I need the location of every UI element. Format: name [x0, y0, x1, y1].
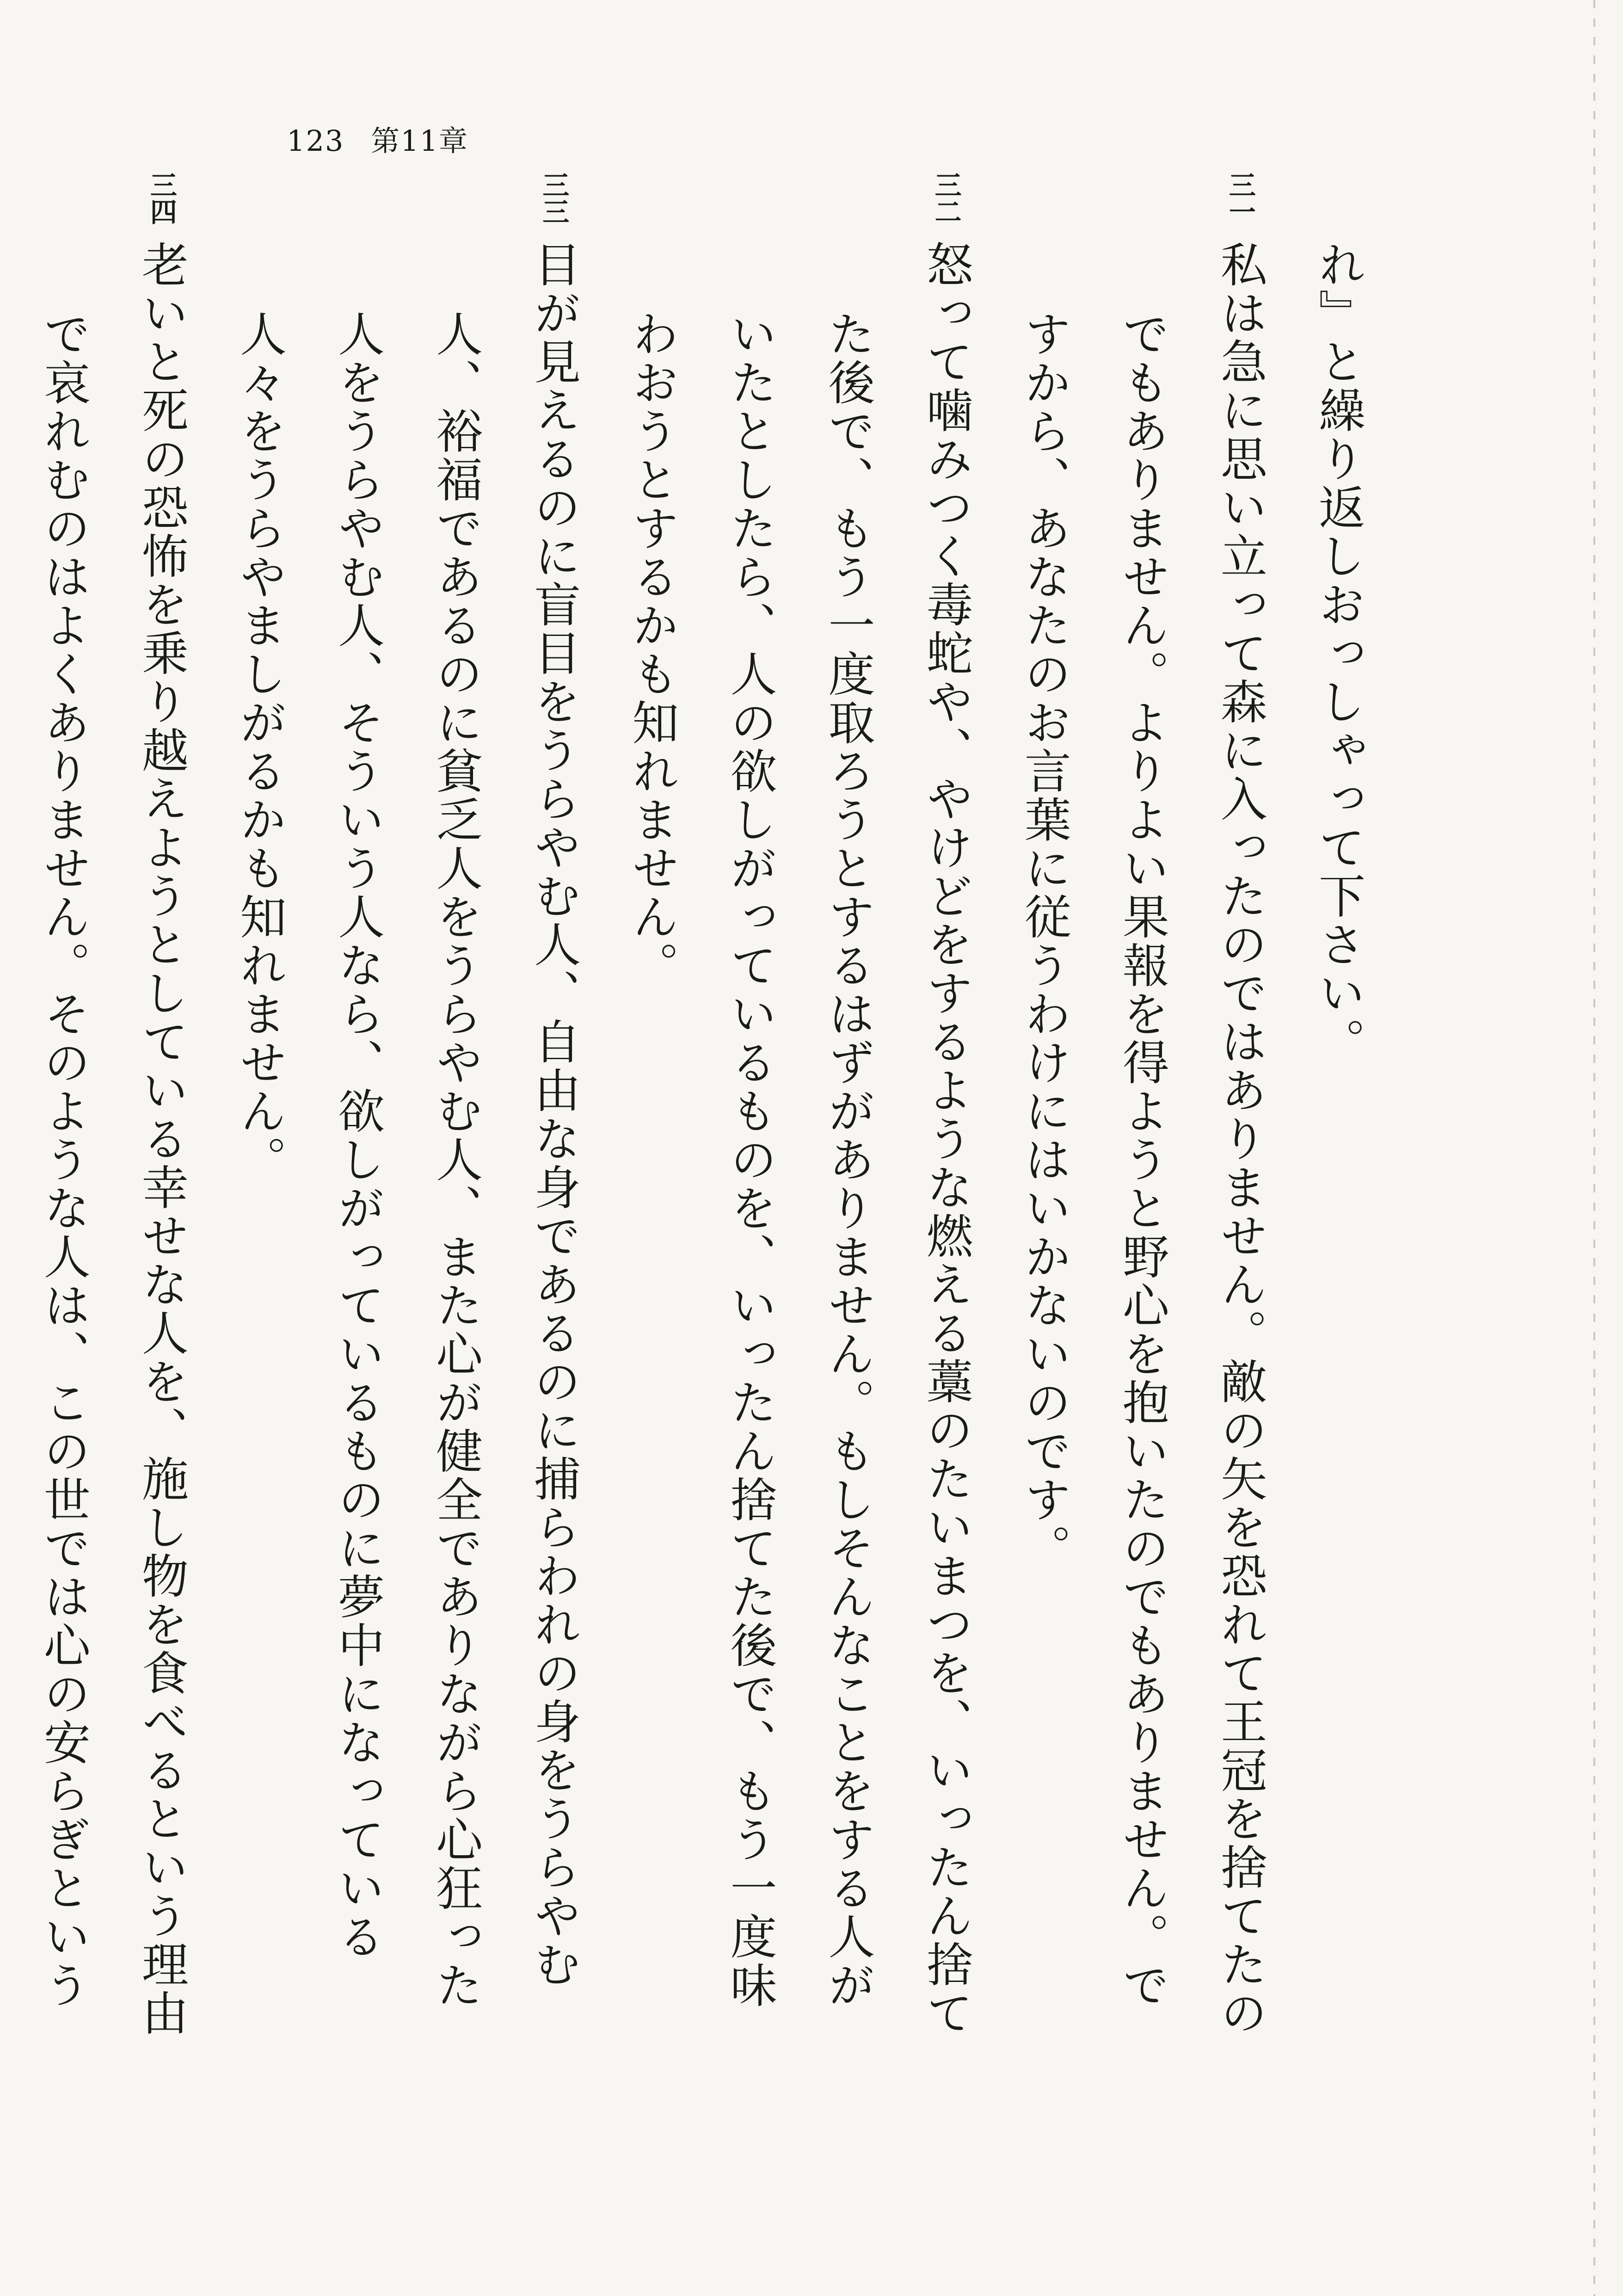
paragraph-continuation — [1289, 241, 1387, 2044]
page-header — [287, 118, 468, 159]
chapter-title: 第11章 — [371, 124, 468, 158]
verse-32: 三二怒って噛みつく毒蛇や、やけどをするような燃える藁のたいまつを、いったん捨てた後で、もう一度取ろうとするはずがありません。もしそんなことをする人がいたとしたら、人の欲しがっているものを、いったん捨てた後で、もう一度味わおうとするかも知れません。 — [624, 171, 973, 2037]
verse-31: 三一私は急に思い立って森に入ったのではありません。敵の矢を恐れて王冠を捨てたのでもありません。よりよい果報を得ようと野心を抱いたのでもありません。ですから、あなたのお言葉に従うわけにはいかないのです。 — [1016, 171, 1267, 2037]
page-number: 123 — [287, 124, 344, 158]
paragraph-text: 老いと死の恐怖を乗り越えようとしている幸せな人を、施し物を食べるという理由で哀れむのはよくありません。そのような人は、この世では心の安らぎという — [36, 241, 189, 2037]
verse-33: 三三目が見えるのに盲目をうらやむ人、自由な身であるのに捕らわれの身をうらやむ人、裕福であるのに貧乏人をうらやむ人、また心が健全でありながら心狂った人をうらやむ人、そういう人なら、欲しがっているものに夢中になっている人々をうらやましがるかも知れません。 — [232, 171, 581, 2010]
paragraph-text: れ』と繰り返しおっしゃって下さい。 — [1311, 241, 1365, 1066]
body-text — [36, 171, 1387, 2044]
page-edge-mark — [1593, 0, 1595, 2296]
paragraph-text: 目が見えるのに盲目をうらやむ人、自由な身であるのに捕らわれの身をうらやむ人、裕福であるのに貧乏人をうらやむ人、また心が健全でありながら心狂った人をうらやむ人、そういう人なら、欲しがっているものに夢中になっている人々をうらやましがるかも知れません。 — [232, 241, 581, 2010]
paragraph-text: 私は急に思い立って森に入ったのではありません。敵の矢を恐れて王冠を捨てたのでもありません。よりよい果報を得ようと野心を抱いたのでもありません。ですから、あなたのお言葉に従うわけにはいかないのです。 — [1016, 241, 1267, 2037]
paragraph-text: 怒って噛みつく毒蛇や、やけどをするような燃える藁のたいまつを、いったん捨てた後で、もう一度取ろうとするはずがありません。もしそんなことをする人がいたとしたら、人の欲しがっているものを、いったん捨てた後で、もう一度味わおうとするかも知れません。 — [624, 241, 973, 2037]
verse-34: 三四老いと死の恐怖を乗り越えようとしている幸せな人を、施し物を食べるという理由で哀れむのはよくありません。そのような人は、この世では心の安らぎという — [0, 241, 210, 2044]
